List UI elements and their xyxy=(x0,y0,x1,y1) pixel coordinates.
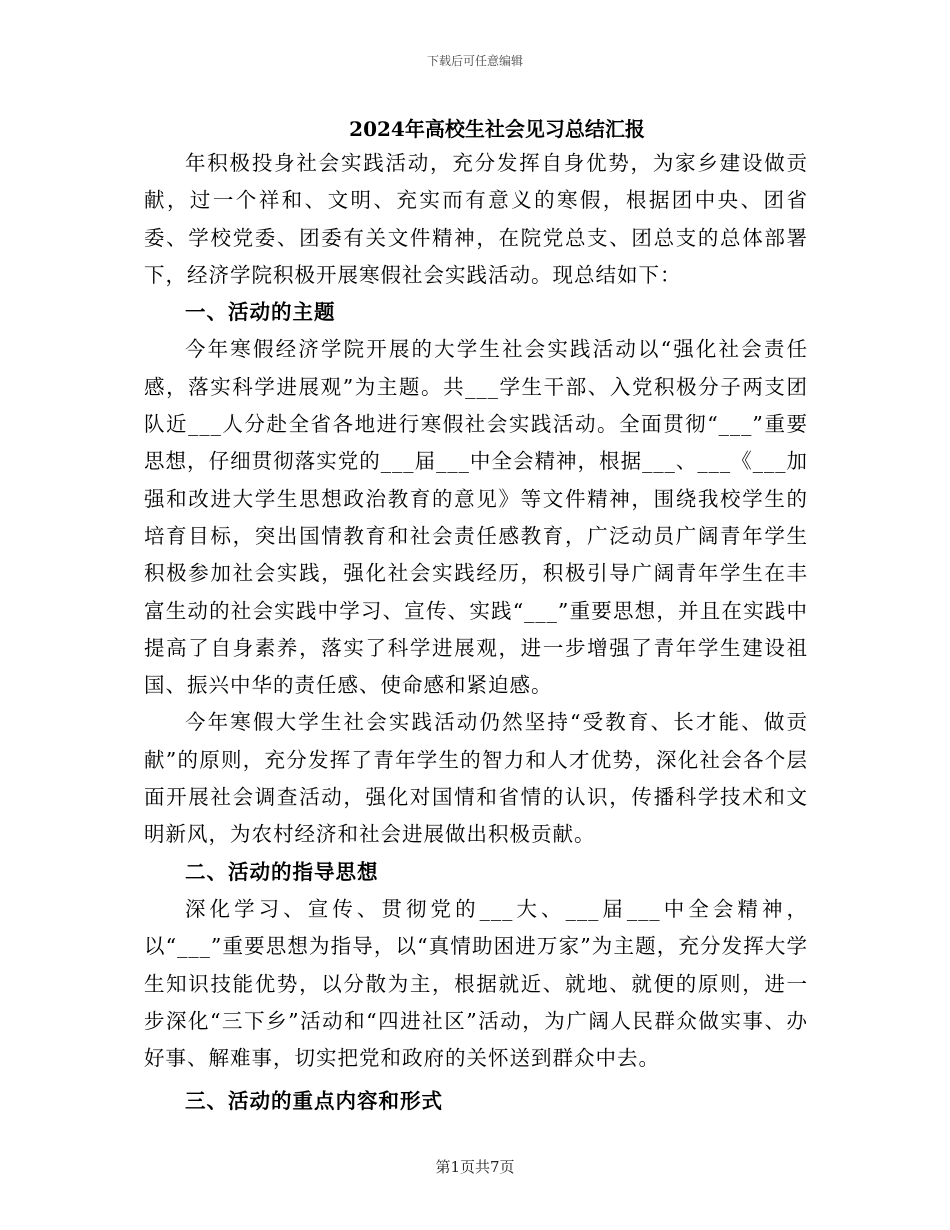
section-3-heading: 三、活动的重点内容和形式 xyxy=(185,1089,443,1114)
section-1-heading: 一、活动的主题 xyxy=(185,300,336,325)
intro-paragraph: 年积极投身社会实践活动，充分发挥自身优势，为家乡建设做贡献，过一个祥和、文明、充实而有意义的寒假，根据团中央、团省委、学校党委、团委有关文件精神，在院党总支、团总支的总体部署下，经济学院积极开展寒假社会实践活动。现总结如下： xyxy=(144,151,808,287)
section-2-heading: 二、活动的指导思想 xyxy=(185,859,379,884)
page-header-note: 下载后可任意编辑 xyxy=(426,54,523,68)
document-body xyxy=(144,145,808,1121)
section-1-paragraph-2: 今年寒假大学生社会实践活动仍然坚持“受教育、长才能、做贡献”的原则，充分发挥了青年学生的智力和人才优势，深化社会各个层面开展社会调查活动，强化对国情和省情的认识，传播科学技术和文明新风，为农村经济和社会进展做出积极贡献。 xyxy=(144,710,808,847)
page-footer-page-number: 第1页共7页 xyxy=(435,1158,515,1176)
section-2-paragraph-1: 深化学习、宣传、贯彻党的___大、___届___中全会精神，以“___”重要思想为指导，以“真情助困进万家”为主题，充分发挥大学生知识技能优势，以分散为主，根据就近、就地、就便的原则，进一步深化“三下乡”活动和“四进社区”活动，为广阔人民群众做实事、办好事、解难事，切实把党和政府的关怀送到群众中去。 xyxy=(144,896,808,1071)
document-title: 2024年高校生社会见习总结汇报 xyxy=(349,117,645,141)
section-1-paragraph-1: 今年寒假经济学院开展的大学生社会实践活动以“强化社会责任感，落实科学进展观”为主题。共___学生干部、入党积极分子两支团队近___人分赴全省各地进行寒假社会实践活动。全面贯彻“___”重要思想，仔细贯彻落实党的___届___中全会精神，根据___、___《___加强和改进大学生思想政治教育的意见》等文件精神，围绕我校学生的培育目标，突出国情教育和社会责任感教育，广泛动员广阔青年学生积极参加社会实践，强化社会实践经历，积极引导广阔青年学生在丰富生动的社会实践中学习、宣传、实践“___”重要思想，并且在实践中提高了自身素养，落实了科学进展观，进一步增强了青年学生建设祖国、振兴中华的责任感、使命感和紧迫感。 xyxy=(144,337,808,698)
